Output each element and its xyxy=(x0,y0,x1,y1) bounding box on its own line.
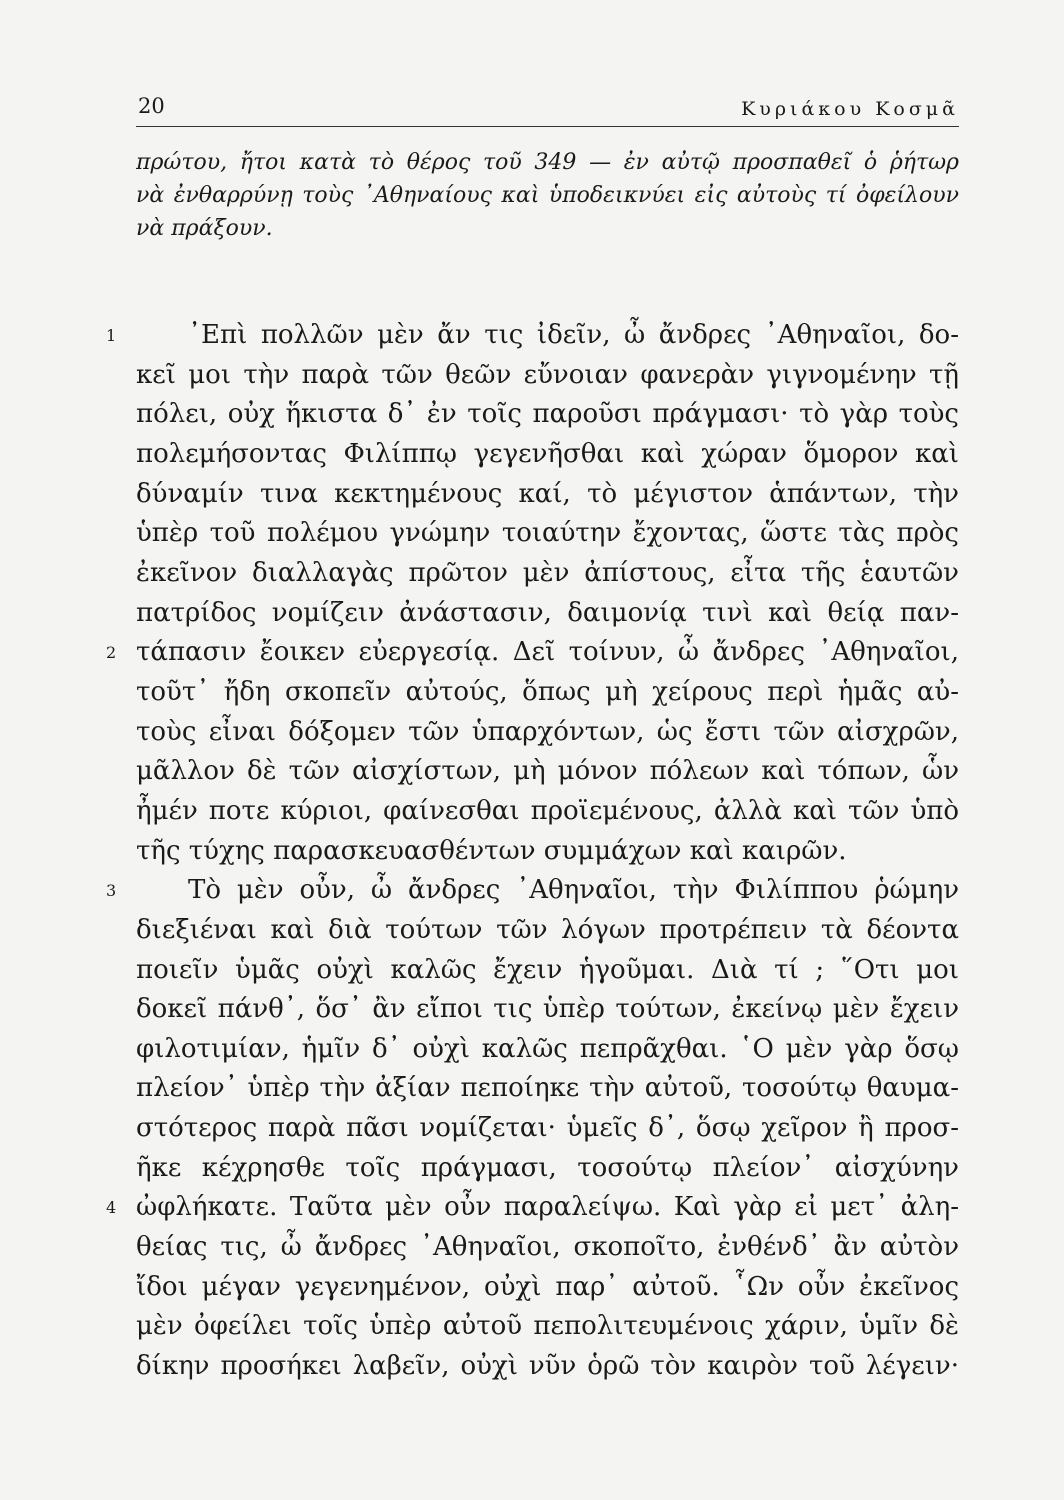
line-text: πλείον᾿ ὑπὲρ τὴν ἀξίαν πεποίηκε τὴν αὐτοῦ, τοσούτῳ θαυμα- xyxy=(136,1073,959,1104)
line-text: μὲν ὀφείλει τοῖς ὑπὲρ αὐτοῦ πεπολιτευμένοις χάριν, ὑμῖν δὲ xyxy=(136,1311,959,1342)
page-number: 20 xyxy=(138,94,165,118)
text-line xyxy=(106,871,959,911)
text-line xyxy=(136,752,959,792)
text-line xyxy=(136,594,959,634)
text-line xyxy=(136,1347,959,1387)
text-line xyxy=(136,673,959,713)
text-line xyxy=(136,990,959,1030)
line-text: δύναμίν τινα κεκτημένους καί, τὸ μέγιστον ἁπάντων, τὴν xyxy=(136,478,959,509)
line-text: τοῦτ᾿ ἤδη σκοπεῖν αὐτούς, ὅπως μὴ χείρους περὶ ἡμᾶς αὐ- xyxy=(136,676,959,707)
text-line xyxy=(106,633,959,673)
text-line xyxy=(106,316,959,356)
line-text: πολεμήσοντας Φιλίππῳ γεγενῆσθαι καὶ χώραν ὅμορον καὶ xyxy=(136,438,959,469)
text-line xyxy=(136,554,959,594)
line-text: μᾶλλον δὲ τῶν αἰσχίστων, μὴ μόνον πόλεων καὶ τόπων, ὧν xyxy=(136,756,959,787)
line-text: κεῖ μοι τὴν παρὰ τῶν θεῶν εὔνοιαν φανερὰν γιγνομένην τῇ xyxy=(136,359,959,390)
intro-line: νὰ ἐνθαρρύνῃ τοὺς ᾿Αθηναίους καὶ ὑποδεικνύει εἰς αὐτοὺς τί ὀφείλουν xyxy=(136,183,959,208)
text-line xyxy=(136,951,959,991)
line-text: διεξιέναι καὶ διὰ τούτων τῶν λόγων προτρέπειν τὰ δέοντα xyxy=(136,914,959,945)
text-line xyxy=(136,1307,959,1347)
line-text: Τὸ μὲν οὖν, ὦ ἄνδρες ᾿Αθηναῖοι, τὴν Φιλίππου ῥώμην xyxy=(188,875,959,906)
text-line xyxy=(136,1109,959,1149)
text-line xyxy=(136,475,959,515)
line-text: τοὺς εἶναι δόξομεν τῶν ὑπαρχόντων, ὡς ἔστι τῶν αἰσχρῶν, xyxy=(136,716,959,747)
main-text xyxy=(106,316,959,1387)
line-text: ἴδοι μέγαν γεγενημένον, οὐχὶ παρ᾿ αὐτοῦ. ῟Ων οὖν ἐκεῖνος xyxy=(136,1271,959,1302)
line-text: ὑπὲρ τοῦ πολέμου γνώμην τοιαύτην ἔχοντας, ὥστε τὰς πρὸς xyxy=(136,518,959,549)
intro-line: νὰ πράξουν. xyxy=(136,216,273,241)
text-line xyxy=(136,395,959,435)
text-line xyxy=(106,1188,959,1228)
line-text: ἐκεῖνον διαλλαγὰς πρῶτον μὲν ἀπίστους, εἶτα τῆς ἑαυτῶν xyxy=(136,557,959,588)
line-text: ποιεῖν ὑμᾶς οὐχὶ καλῶς ἔχειν ἡγοῦμαι. Διὰ τί ; ῞Οτι μοι xyxy=(136,954,959,985)
line-text: ῆκε κέχρησθε τοῖς πράγμασι, τοσούτῳ πλείον᾿ αἰσχύνην xyxy=(136,1152,959,1183)
text-line xyxy=(136,832,959,872)
intro-line: πρώτου, ἤτοι κατὰ τὸ θέρος τοῦ 349 — ἐν αὐτῷ προσπαθεῖ ὁ ῥήτωρ xyxy=(136,150,959,175)
line-text: ὠφλήκατε. Ταῦτα μὲν οὖν παραλείψω. Καὶ γὰρ εἰ μετ᾿ ἀλη- xyxy=(136,1192,959,1223)
line-text: θείας τις, ὦ ἄνδρες ᾿Αθηναῖοι, σκοποῖτο, ἐνθένδ᾿ ἂν αὐτὸν xyxy=(136,1232,959,1263)
line-text: πόλει, οὐχ ἥκιστα δ᾿ ἐν τοῖς παροῦσι πράγμασι· τὸ γὰρ τοὺς xyxy=(136,399,959,430)
text-line xyxy=(136,1149,959,1189)
introductory-note xyxy=(136,146,959,245)
line-text: πατρίδος νομίζειν ἀνάστασιν, δαιμονίᾳ τινὶ καὶ θείᾳ παν- xyxy=(136,597,959,628)
line-text: ἦμέν ποτε κύριοι, φαίνεσθαι προϊεμένους, ἀλλὰ καὶ τῶν ὑπὸ xyxy=(136,795,959,826)
text-line xyxy=(136,435,959,475)
section-number: 2 xyxy=(106,643,117,663)
text-line xyxy=(136,1268,959,1308)
line-text: τῆς τύχης παρασκευασθέντων συμμάχων καὶ καιρῶν. xyxy=(136,835,847,866)
text-line xyxy=(136,792,959,832)
running-title: Κυριάκου Κοσμᾶ xyxy=(741,98,959,120)
section-number: 3 xyxy=(106,881,117,901)
line-text: δοκεῖ πάνθ᾿, ὅσ᾿ ἂν εἴποι τις ὑπὲρ τούτων, ἐκείνῳ μὲν ἔχειν xyxy=(136,994,959,1025)
text-line xyxy=(136,713,959,753)
text-line xyxy=(136,911,959,951)
line-text: τάπασιν ἔοικεν εὐεργεσίᾳ. Δεῖ τοίνυν, ὦ ἄνδρες ᾿Αθηναῖοι, xyxy=(136,637,959,668)
text-line xyxy=(136,514,959,554)
text-line xyxy=(136,1069,959,1109)
line-text: στότερος παρὰ πᾶσι νομίζεται· ὑμεῖς δ᾿, ὅσῳ χεῖρον ἢ προσ- xyxy=(136,1113,959,1144)
page-header xyxy=(136,92,959,127)
text-line xyxy=(136,1228,959,1268)
text-line xyxy=(136,356,959,396)
section-number: 4 xyxy=(106,1198,117,1218)
line-text: φιλοτιμίαν, ἡμῖν δ᾿ οὐχὶ καλῶς πεπρᾶχθαι. ῾Ο μὲν γὰρ ὅσῳ xyxy=(136,1033,959,1064)
line-text: δίκην προσήκει λαβεῖν, οὐχὶ νῦν ὁρῶ τὸν καιρὸν τοῦ λέγειν· xyxy=(136,1351,959,1382)
section-number: 1 xyxy=(106,326,117,345)
line-text: ᾿Επὶ πολλῶν μὲν ἄν τις ἰδεῖν, ὦ ἄνδρες ᾿Αθηναῖοι, δο- xyxy=(188,320,959,350)
text-line xyxy=(136,1030,959,1070)
